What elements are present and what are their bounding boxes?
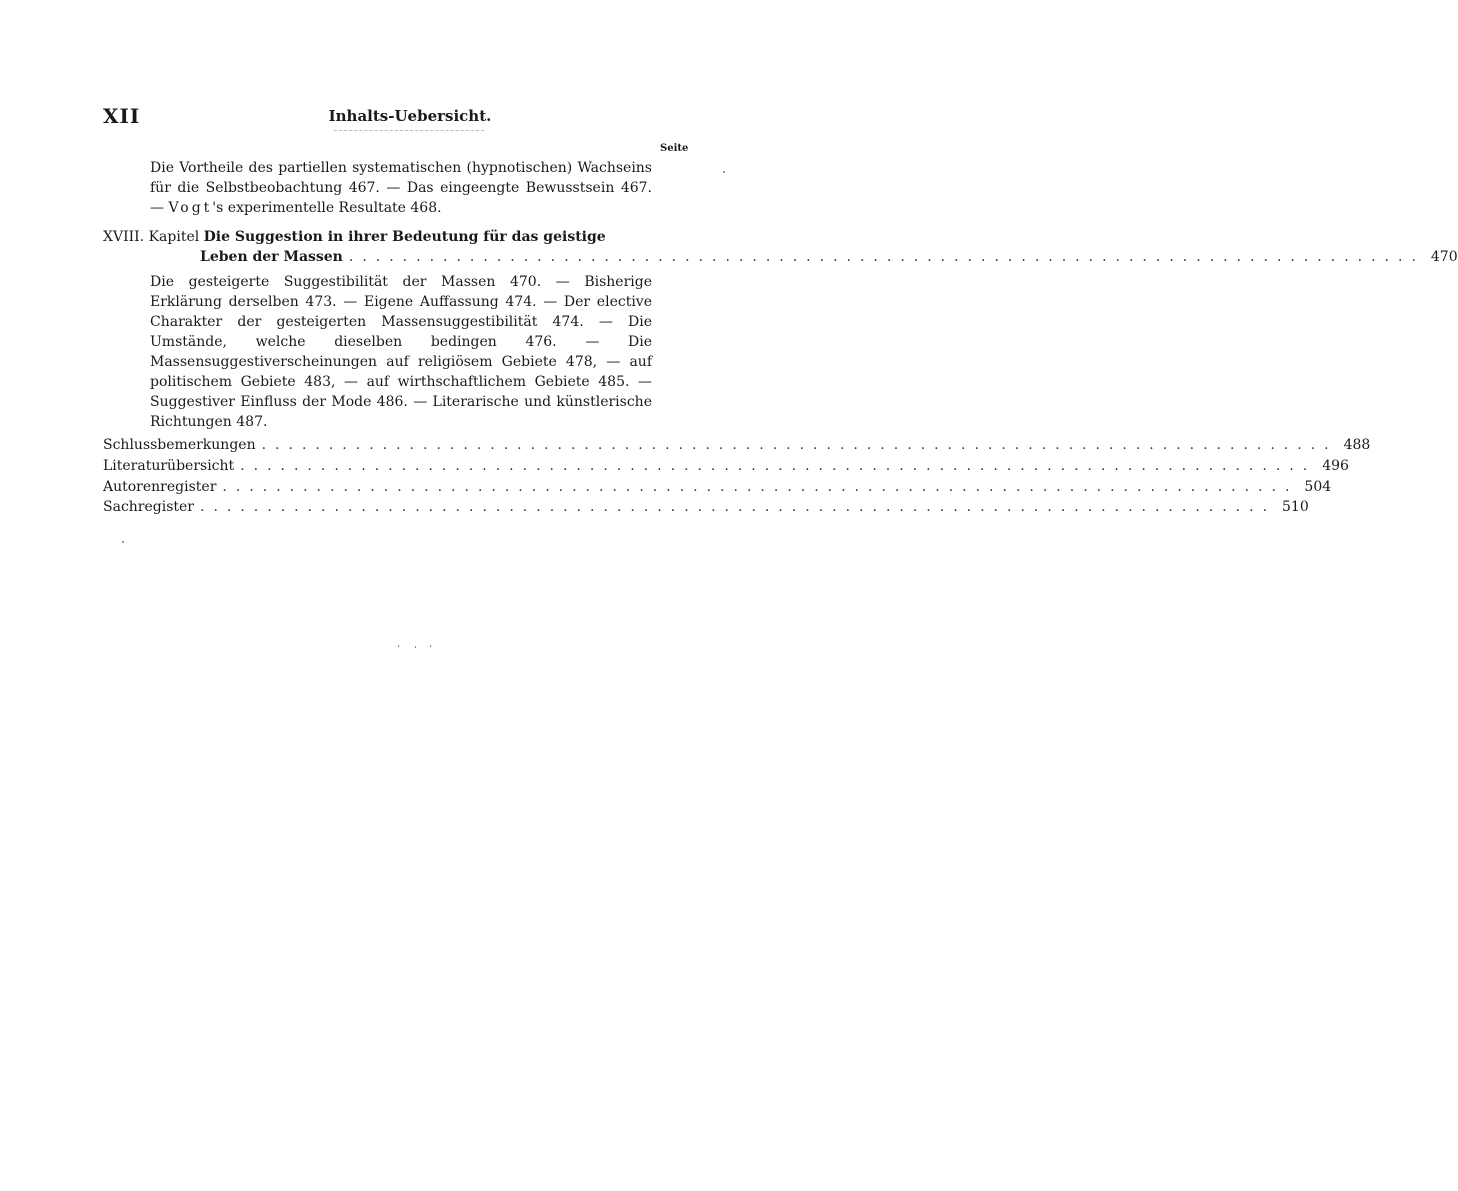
- toc-entry: [103, 499, 1309, 519]
- dot-leader: ................................................................................: [222, 479, 1299, 495]
- toc-entry-label: Autorenregister: [103, 479, 217, 495]
- scan-speck: [430, 645, 431, 647]
- author-name-spaced: Vogt: [168, 200, 213, 216]
- toc-entry-label: Literaturübersicht: [103, 458, 235, 474]
- chapter-heading: [103, 229, 652, 245]
- scan-speck: [398, 645, 399, 647]
- toc-entry: [103, 479, 1332, 499]
- header-rule: [334, 130, 484, 131]
- toc-entry: [103, 437, 1371, 457]
- dot-leader: ................................................................................: [261, 437, 1338, 453]
- toc-entry-page: 488: [1343, 437, 1371, 453]
- intro-text-part2: 's experimentelle Resultate 468.: [212, 200, 442, 216]
- toc-entry-page: 496: [1322, 458, 1349, 474]
- chapter-prefix: XVIII. Kapitel: [103, 229, 200, 245]
- scan-speck: [415, 646, 416, 648]
- toc-entry-page: 510: [1282, 499, 1309, 515]
- running-title: Inhalts-Uebersicht.: [328, 107, 492, 125]
- toc-entry: [103, 458, 1349, 478]
- scan-speck: [122, 541, 124, 543]
- intro-paragraph: [150, 158, 652, 218]
- toc-entry-page: 504: [1304, 479, 1332, 495]
- dot-leader: ................................................................................: [348, 249, 1425, 265]
- intro-text-part1: Die Vortheile des partiellen systematischen (hypnotischen) Wachseins für die Selbstbeobachtung 467. — Das eingeengte Bewusstsein 467. —: [150, 160, 652, 216]
- chapter-title-row: [200, 249, 1458, 269]
- chapter-title-line1: Die Suggestion in ihrer Bedeutung für das geistige: [203, 229, 606, 245]
- chapter-summary: Die gesteigerte Suggestibilität der Massen 470. — Bisherige Erklärung derselben 473. — Eigene Auffassung 474. — Der elective Charakter der gesteigerten Massensuggestibilität 474. — Die Umstände, welche dieselben bedingen 476. — Die Massensuggestiverscheinungen auf religiösem Gebiete 478, — auf politischem Gebiete 483, — auf wirthschaftlichem Gebiete 485. — Suggestiver Einfluss der Mode 486. — Literarische und künstlerische Richtungen 487.: [150, 274, 652, 430]
- toc-entry-label: Sachregister: [103, 499, 194, 515]
- dot-leader: ................................................................................: [240, 458, 1317, 474]
- chapter-page-number: 470: [1430, 249, 1458, 265]
- dot-leader: ................................................................................: [200, 499, 1277, 515]
- chapter-title-line2: Leben der Massen: [200, 249, 343, 265]
- page-number: XII: [103, 104, 141, 128]
- toc-entry-label: Schlussbemerkungen: [103, 437, 256, 453]
- scan-speck: [723, 171, 725, 173]
- page-column-label: Seite: [660, 143, 689, 154]
